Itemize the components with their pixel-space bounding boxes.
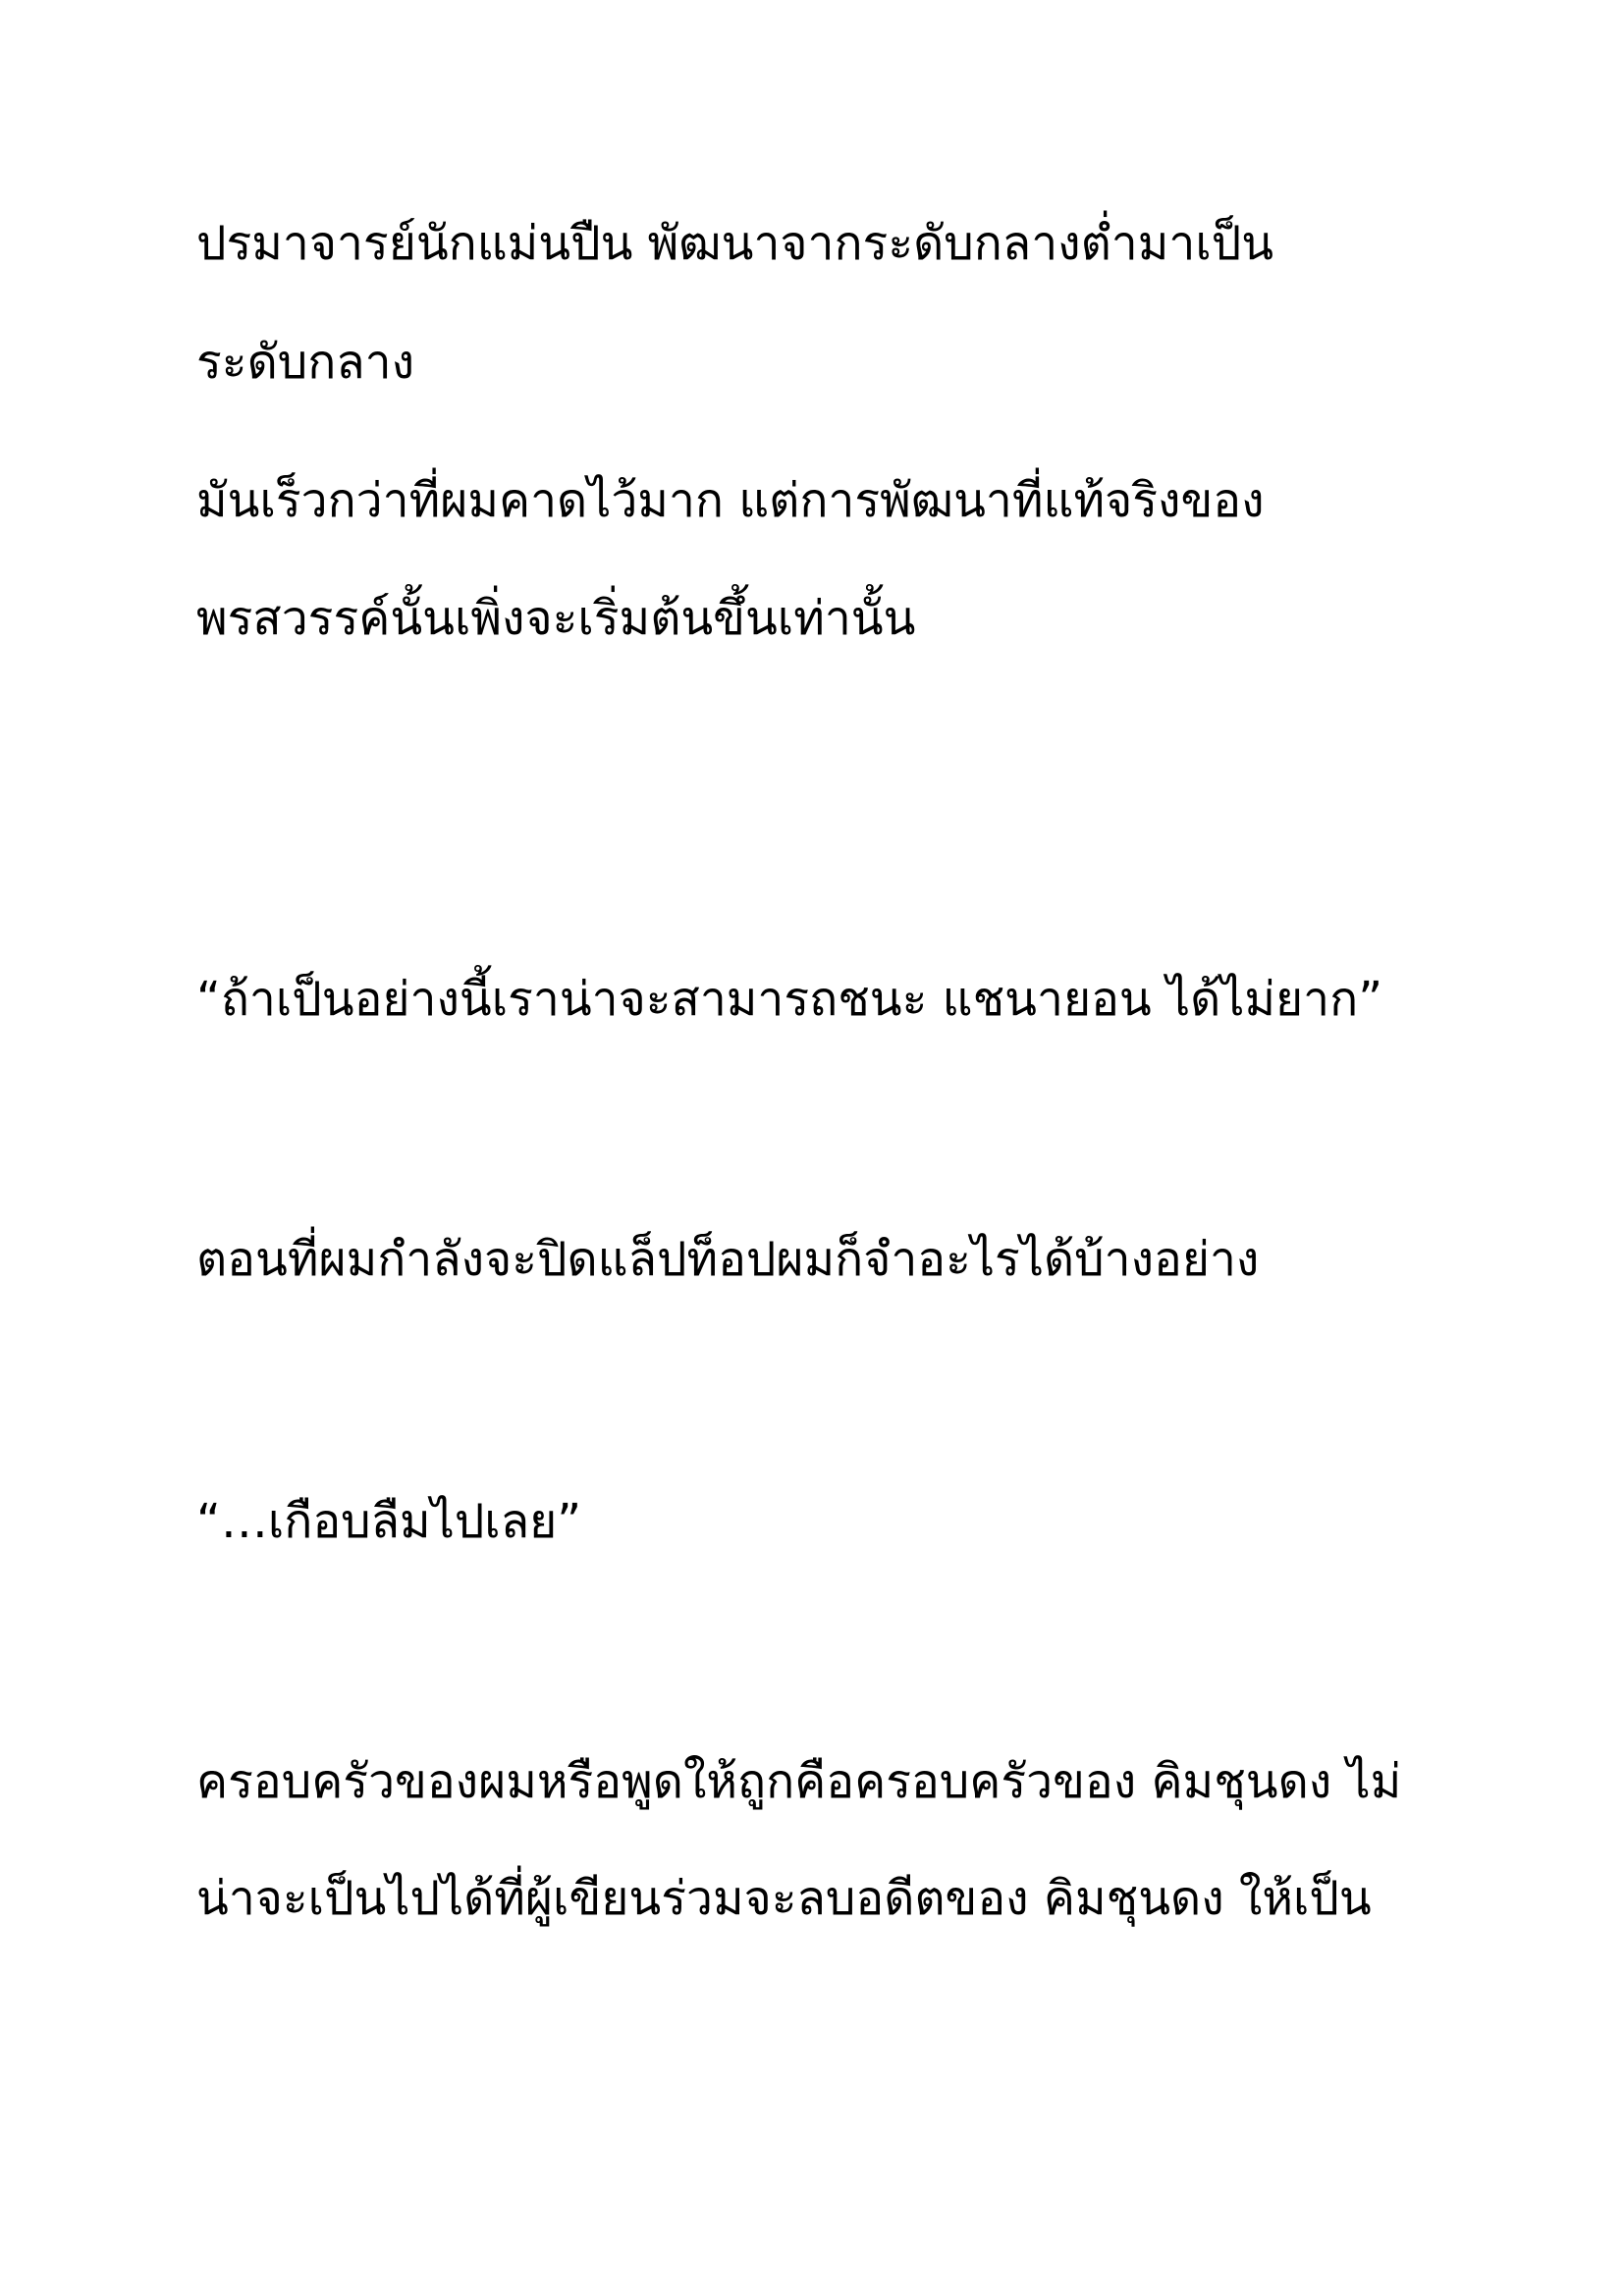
paragraph-line: ระดับกลาง xyxy=(196,335,415,390)
dialogue-line: “…เกือบลืมไปเลย” xyxy=(196,1494,582,1549)
paragraph-line: มันเร็วกว่าที่ผมคาดไว้มาก แต่การพัฒนาที่แท้จริงของ xyxy=(196,473,1265,528)
paragraph-line: พรสวรรค์นั้นเพิ่งจะเริ่มต้นขึ้นเท่านั้น xyxy=(196,591,916,646)
paragraph-line: น่าจะเป็นไปได้ที่ผู้เขียนร่วมจะลบอดีตของ คิมชุนดง ให้เป็น xyxy=(196,1871,1372,1926)
paragraph-line: ตอนที่ผมกำลังจะปิดแล็ปท็อปผมก็จำอะไรได้บ้างอย่าง xyxy=(196,1232,1260,1287)
dialogue-line: “ถ้าเป็นอย่างนี้เราน่าจะสามารถชนะ แชนายอน ได้ไม่ยาก” xyxy=(196,972,1383,1027)
paragraph-line: ครอบครัวของผมหรือพูดให้ถูกคือครอบครัวของ คิมชุนดง ไม่ xyxy=(196,1754,1402,1809)
paragraph-line: ปรมาจารย์นักแม่นปืน พัฒนาจากระดับกลางต่ำมาเป็น xyxy=(196,216,1274,271)
